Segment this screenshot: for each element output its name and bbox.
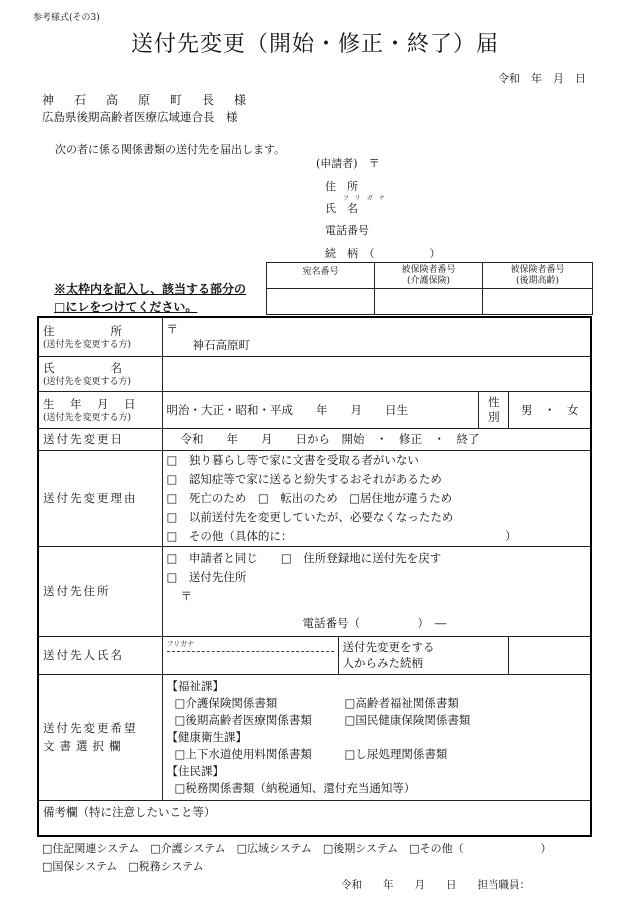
recipient-relation-label: 送付先変更をする 人からみた続柄 xyxy=(338,636,509,674)
doc-national-health[interactable]: □国民健康保険関係書類 xyxy=(344,712,471,727)
insurance-number-table xyxy=(266,262,593,315)
applicant-heading: (申請者) 〒 xyxy=(316,157,380,170)
form-reference: 参考様式(その3) xyxy=(33,13,100,23)
reason-other[interactable]: □ その他（具体的に： ） xyxy=(166,528,517,543)
care-insurance-number-field[interactable] xyxy=(375,289,483,315)
address-field[interactable]: 〒 神石高原町 xyxy=(162,317,591,356)
staff-signoff: 令和 年 月 日 担当職員： xyxy=(341,879,530,891)
sex-field[interactable]: 男 ・ 女 xyxy=(509,391,591,428)
remarks-field[interactable] xyxy=(38,800,591,836)
recipient-name-label: 送付先人氏名 xyxy=(38,636,162,674)
doc-elderly-medical[interactable]: □後期高齢者医療関係書類 xyxy=(174,712,312,727)
recipient-relation-field[interactable] xyxy=(509,636,591,674)
elderly-insurance-number-field[interactable] xyxy=(483,289,593,315)
applicant-phone-label: 電話番号 xyxy=(325,224,369,237)
recipient-name-field[interactable]: フリガナ xyxy=(162,636,338,674)
applicant-furigana-label: フリガナ xyxy=(343,195,391,202)
destination-address-field[interactable]: □ 申請者と同じ □ 住所登録地に送付先を戻す □ 送付先住所 〒 電話番号（ ） ― xyxy=(162,546,591,636)
systems-line-2[interactable]: □国保システム □税務システム xyxy=(42,860,204,873)
change-date-field[interactable]: 令和 年 月 日から 開始 ・ 修正 ・ 終了 xyxy=(162,428,591,450)
documents-label: 送付先変更希望 文書選択欄 xyxy=(38,674,162,800)
dest-option-address[interactable]: □ 送付先住所 xyxy=(166,570,247,584)
submission-date: 令和 年 月 日 xyxy=(498,72,586,85)
addressee-union: 広島県後期高齢者医療広域連合長 様 xyxy=(42,110,238,124)
recipient-number-field[interactable] xyxy=(267,289,375,315)
remarks-label: 備考欄（特に注意したいこと等） xyxy=(43,804,216,819)
instruction-text: ※太枠内を記入し、該当する部分の □にレをつけてください。 xyxy=(54,282,247,314)
documents-options[interactable]: 【福祉課】 □介護保険関係書類 □高齢者福祉関係書類 □後期高齢者医療関係書類 □国民健康保険関係書類 【健康衛生課】 □上下水道使用料関係書類 □し尿処理関係書類 【住民課】 □税務関係書類（納税通知、還付充当通知等） xyxy=(162,674,591,800)
name-label: 氏 名 (送付先を変更する方) xyxy=(38,356,162,391)
reason-no-longer-needed[interactable]: □ 以前送付先を変更していたが、必要なくなったため xyxy=(166,509,454,524)
reason-dementia[interactable]: □ 認知症等で家に送ると紛失するおそれがあるため xyxy=(166,471,442,486)
recipient-number-header: 宛名番号 xyxy=(267,263,375,289)
doc-care-insurance[interactable]: □介護保険関係書類 xyxy=(174,695,278,710)
doc-water-fees[interactable]: □上下水道使用料関係書類 xyxy=(174,746,312,761)
applicant-relation-label: 続 柄 （ ） xyxy=(325,247,441,260)
change-reason-options[interactable] xyxy=(162,450,591,546)
doc-tax[interactable]: □税務関係書類（納税通知、還付充当通知等） xyxy=(174,780,416,795)
destination-address-label: 送付先住所 xyxy=(38,546,162,636)
change-reason-label: 送付先変更理由 xyxy=(38,450,162,546)
applicant-address-label: 住 所 xyxy=(325,180,358,193)
addressee-mayor: 神石高原町長様 xyxy=(42,93,267,107)
intro-text: 次の者に係る関係書類の送付先を届出します。 xyxy=(55,143,286,156)
address-label: 住 所 (送付先を変更する方) xyxy=(38,317,162,356)
dest-option-same[interactable]: □ 申請者と同じ □ 住所登録地に送付先を戻す xyxy=(166,551,442,565)
reason-death-move[interactable]: □ 死亡のため □ 転出のため □居住地が違うため xyxy=(166,490,453,505)
dob-label: 生 年 月 日 (送付先を変更する方) xyxy=(38,391,162,428)
dob-field[interactable]: 明治・大正・昭和・平成 年 月 日生 xyxy=(162,391,479,428)
applicant-name-label: 氏 名 xyxy=(325,202,358,215)
reason-alone[interactable]: □ 独り暮らし等で家に文書を受取る者がいない xyxy=(166,452,419,467)
systems-line-1[interactable]: □住記関連システム □介護システム □広域システム □後期システム □その他（ ） xyxy=(42,842,552,855)
name-field[interactable] xyxy=(162,356,591,391)
dest-phone: 電話番号（ ） ― xyxy=(302,616,447,630)
elderly-insurance-number-header: 被保険者番号 (後期高齢) xyxy=(483,263,593,289)
change-date-label: 送付先変更日 xyxy=(38,428,162,450)
care-insurance-number-header: 被保険者番号 (介護保険) xyxy=(375,263,483,289)
sex-label: 性 別 xyxy=(479,391,509,428)
main-form-table xyxy=(37,316,592,837)
form-title: 送付先変更（開始・修正・終了）届 xyxy=(130,32,499,57)
doc-sewage[interactable]: □し尿処理関係書類 xyxy=(344,746,448,761)
doc-elderly-welfare[interactable]: □高齢者福祉関係書類 xyxy=(344,695,459,710)
